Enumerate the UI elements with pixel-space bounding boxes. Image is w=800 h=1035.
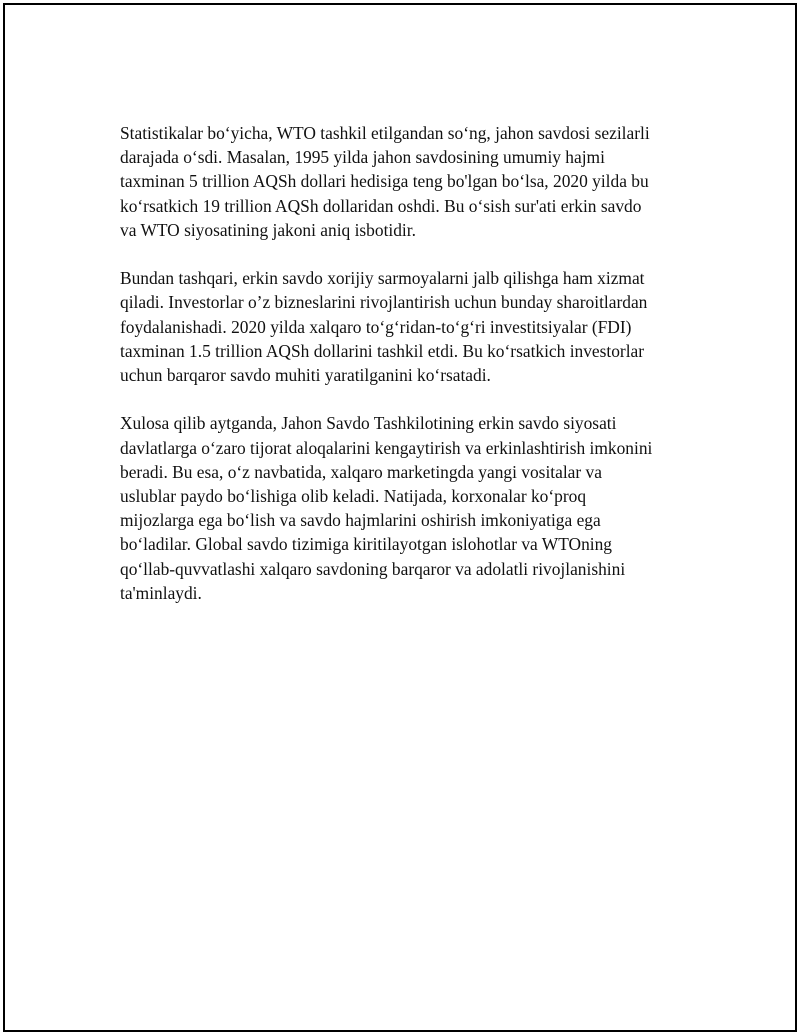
text-line: qiladi. Investorlar oʼz bizneslarini rivojlantirish uchun bunday sharoitlardan xyxy=(120,292,648,313)
text-line: Statistikalar boʻyicha, WTO tashkil etilgandan soʻng, jahon savdosi sezilarli xyxy=(120,123,650,143)
text-line: uchun barqaror savdo muhiti yaratilganini koʻrsatadi. xyxy=(120,365,491,386)
text-line: uslublar paydo boʻlishiga olib keladi. Natijada, korxonalar koʻproq xyxy=(120,486,587,507)
text-line: mijozlarga ega boʻlish va savdo hajmlarini oshirish imkoniyatiga ega xyxy=(120,510,601,531)
text-line: darajada oʻsdi. Masalan, 1995 yilda jahon savdosining umumiy hajmi xyxy=(120,147,605,168)
paragraph-conclusion xyxy=(120,411,700,605)
text-line: Xulosa qilib aytganda, Jahon Savdo Tashkilotining erkin savdo siyosati xyxy=(120,413,617,434)
text-line: davlatlarga oʻzaro tijorat aloqalarini kengaytirish va erkinlashtirish imkonini xyxy=(120,437,653,458)
document-page xyxy=(3,3,797,1032)
text-line: ta'minlaydi. xyxy=(120,582,202,603)
text-line: beradi. Bu esa, oʻz navbatida, xalqaro marketingda yangi vositalar va xyxy=(120,461,602,482)
text-line: taxminan 5 trillion AQSh dollari hedisiga teng bo'lgan boʻlsa, 2020 yilda bu xyxy=(120,171,649,192)
text-line: koʻrsatkich 19 trillion AQSh dollaridan oshdi. Bu oʻsish sur'ati erkin savdo xyxy=(120,195,642,216)
text-line: va WTO siyosatining jakoni aniq isbotidir. xyxy=(120,219,416,240)
text-line: boʻladilar. Global savdo tizimiga kiritilayotgan islohotlar va WTOning xyxy=(120,534,612,555)
paragraph-foreign-investment xyxy=(120,266,700,387)
document-body xyxy=(120,121,700,629)
text-line: Bundan tashqari, erkin savdo xorijiy sarmoyalarni jalb qilishga ham xizmat xyxy=(120,268,645,289)
text-line: qoʻllab-quvvatlashi xalqaro savdoning barqaror va adolatli rivojlanishini xyxy=(120,558,626,579)
paragraph-wto-trade-statistics xyxy=(120,121,700,242)
text-line: taxminan 1.5 trillion AQSh dollarini tashkil etdi. Bu koʻrsatkich investorlar xyxy=(120,340,645,361)
text-line: foydalanishadi. 2020 yilda xalqaro toʻgʻridan-toʻgʻri investitsiyalar (FDI) xyxy=(120,316,632,337)
